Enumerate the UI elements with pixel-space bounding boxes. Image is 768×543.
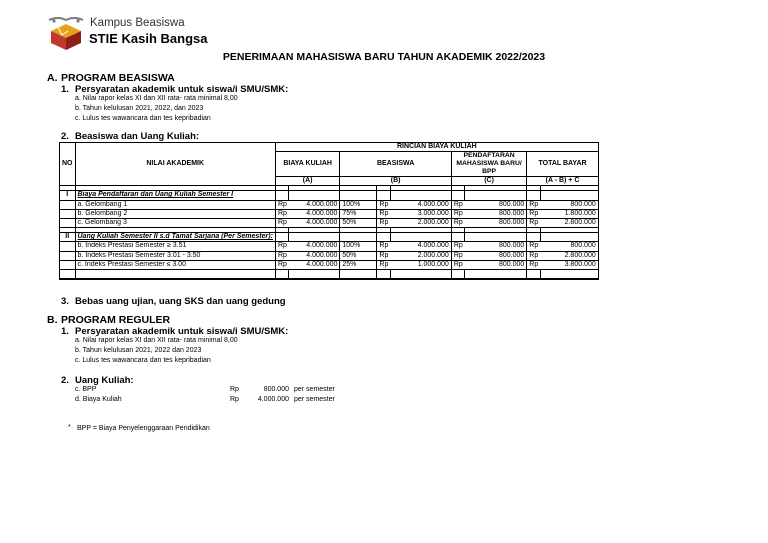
row-rp: Rp <box>527 209 540 218</box>
row-rp: Rp <box>377 242 390 251</box>
table-row <box>60 200 599 209</box>
fee-unit-biaya-kuliah: per semester <box>294 396 335 403</box>
header-nilai-akademik: NILAI AKADEMIK <box>75 143 275 186</box>
row-bpp: 800.000 <box>465 209 527 218</box>
a1-requirement-3: c. Lulus tes wawancara dan tes kepribadian <box>75 115 211 122</box>
row-rp: Rp <box>527 242 540 251</box>
row-label: b. Indeks Prestasi Semester ≥ 3.51 <box>75 242 275 251</box>
row-rp: Rp <box>377 209 390 218</box>
a2-title: Beasiswa dan Uang Kuliah: <box>75 131 200 142</box>
a2-number: 2. <box>61 131 69 142</box>
row-biaya: 4.000.000 <box>289 251 340 260</box>
row-percent: 50% <box>340 251 377 260</box>
b2-number: 2. <box>61 375 69 386</box>
header-biaya-kuliah: BIAYA KULIAH <box>275 152 339 177</box>
row-rp: Rp <box>275 242 288 251</box>
row-beasiswa: 1.000.000 <box>390 260 451 269</box>
group-2-no: II <box>60 233 76 242</box>
row-rp: Rp <box>527 260 540 269</box>
table-row <box>60 218 599 227</box>
row-rp: Rp <box>527 200 540 209</box>
row-rp: Rp <box>275 218 288 227</box>
row-rp: Rp <box>451 209 464 218</box>
section-b-letter: B. <box>47 314 58 326</box>
a3-title: Bebas uang ujian, uang SKS dan uang gedung <box>75 296 286 307</box>
b2-title: Uang Kuliah: <box>75 375 134 386</box>
b1-title: Persyaratan akademik untuk siswa/i SMU/SMK: <box>75 326 289 337</box>
row-rp: Rp <box>377 260 390 269</box>
row-percent: 100% <box>340 242 377 251</box>
row-rp: Rp <box>451 200 464 209</box>
header-code-total: (A - B) + C <box>527 177 598 186</box>
row-percent: 75% <box>340 209 377 218</box>
footnote-star: * <box>68 424 71 431</box>
row-beasiswa: 3.000.000 <box>390 209 451 218</box>
row-rp: Rp <box>377 218 390 227</box>
fee-table <box>59 142 599 280</box>
row-total: 2.800.000 <box>540 218 598 227</box>
row-percent: 25% <box>340 260 377 269</box>
row-rp: Rp <box>527 251 540 260</box>
fee-rp-biaya-kuliah: Rp <box>230 396 239 403</box>
table-row <box>60 260 599 269</box>
group-1-title: Biaya Pendaftaran dan Uang Kuliah Semester I <box>75 191 275 200</box>
page-title: PENERIMAAN MAHASISWA BARU TAHUN AKADEMIK 2022/2023 <box>222 51 546 63</box>
row-bpp: 800.000 <box>465 260 527 269</box>
row-percent: 50% <box>340 218 377 227</box>
row-biaya: 4.000.000 <box>289 218 340 227</box>
section-a-letter: A. <box>47 72 58 84</box>
a3-number: 3. <box>61 296 69 307</box>
row-rp: Rp <box>451 260 464 269</box>
section-a-title: PROGRAM BEASISWA <box>61 72 175 84</box>
header-code-c: (C) <box>451 177 526 186</box>
row-biaya: 4.000.000 <box>289 209 340 218</box>
b1-number: 1. <box>61 326 69 337</box>
header-rincian: RINCIAN BIAYA KULIAH <box>275 143 598 152</box>
row-rp: Rp <box>275 200 288 209</box>
b1-requirement-3: c. Lulus tes wawancara dan tes kepribadian <box>75 357 211 364</box>
header-code-a: (A) <box>275 177 339 186</box>
section-b-title: PROGRAM REGULER <box>61 314 171 326</box>
a1-number: 1. <box>61 84 69 95</box>
brand-name: STIE Kasih Bangsa <box>89 31 208 46</box>
row-rp: Rp <box>377 200 390 209</box>
row-label: c. Indeks Prestasi Semester ≤ 3.00 <box>75 260 275 269</box>
row-total: 2.800.000 <box>540 251 598 260</box>
row-label: b. Indeks Prestasi Semester 3.01 - 3.50 <box>75 251 275 260</box>
header-total-bayar: TOTAL BAYAR <box>527 152 598 177</box>
row-label: c. Gelombang 3 <box>75 218 275 227</box>
row-bpp: 800.000 <box>465 251 527 260</box>
row-rp: Rp <box>527 218 540 227</box>
row-total: 800.000 <box>540 200 598 209</box>
row-rp: Rp <box>451 251 464 260</box>
row-percent: 100% <box>340 200 377 209</box>
fee-label-biaya-kuliah: d. Biaya Kuliah <box>75 396 122 403</box>
row-rp: Rp <box>275 260 288 269</box>
footnote-text: BPP = Biaya Penyelenggaraan Pendidikan <box>77 425 210 432</box>
table-row <box>60 242 599 251</box>
row-total: 1.800.000 <box>540 209 598 218</box>
table-row <box>60 209 599 218</box>
row-label: a. Gelombang 1 <box>75 200 275 209</box>
row-bpp: 800.000 <box>465 200 527 209</box>
brand-tagline: Kampus Beasiswa <box>90 17 185 29</box>
group-2-title: Uang Kuliah Semester II s.d Tamat Sarjana (Per Semester): <box>75 233 275 242</box>
a1-title: Persyaratan akademik untuk siswa/i SMU/SMK: <box>75 84 289 95</box>
row-biaya: 4.000.000 <box>289 242 340 251</box>
fee-label-bpp: c. BPP <box>75 386 97 393</box>
fee-amount-bpp: 800.000 <box>263 386 289 393</box>
fee-rp-bpp: Rp <box>230 386 239 393</box>
row-total: 3.800.000 <box>540 260 598 269</box>
row-beasiswa: 4.000.000 <box>390 200 451 209</box>
row-biaya: 4.000.000 <box>289 200 340 209</box>
row-total: 800.000 <box>540 242 598 251</box>
header-code-b: (B) <box>340 177 451 186</box>
row-label: b. Gelombang 2 <box>75 209 275 218</box>
group-1-no: I <box>60 191 76 200</box>
row-beasiswa: 2.000.000 <box>390 251 451 260</box>
row-rp: Rp <box>275 251 288 260</box>
header-pendaftaran: PENDAFTARAN MAHASISWA BARU/ BPP <box>451 152 526 177</box>
table-row <box>60 251 599 260</box>
a1-requirement-2: b. Tahun kelulusan 2021, 2022, dan 2023 <box>75 105 204 112</box>
b1-requirement-1: a. Nilai rapor kelas XI dan XII rata- rata minimal 8,00 <box>75 337 238 344</box>
fee-amount-biaya-kuliah: 4.000.000 <box>257 396 289 403</box>
b1-requirement-2: b. Tahun kelulusan 2021, 2022 dan 2023 <box>75 347 202 354</box>
row-rp: Rp <box>451 242 464 251</box>
header-beasiswa: BEASISWA <box>340 152 451 177</box>
row-bpp: 800.000 <box>465 242 527 251</box>
fee-unit-bpp: per semester <box>294 386 335 393</box>
row-beasiswa: 4.000.000 <box>390 242 451 251</box>
row-rp: Rp <box>451 218 464 227</box>
campus-logo <box>46 15 86 51</box>
row-bpp: 800.000 <box>465 218 527 227</box>
row-beasiswa: 2.000.000 <box>390 218 451 227</box>
row-rp: Rp <box>377 251 390 260</box>
row-biaya: 4.000.000 <box>289 260 340 269</box>
header-no: NO <box>60 143 76 186</box>
row-rp: Rp <box>275 209 288 218</box>
a1-requirement-1: a. Nilai rapor kelas XI dan XII rata- rata minimal 8,00 <box>75 95 238 102</box>
